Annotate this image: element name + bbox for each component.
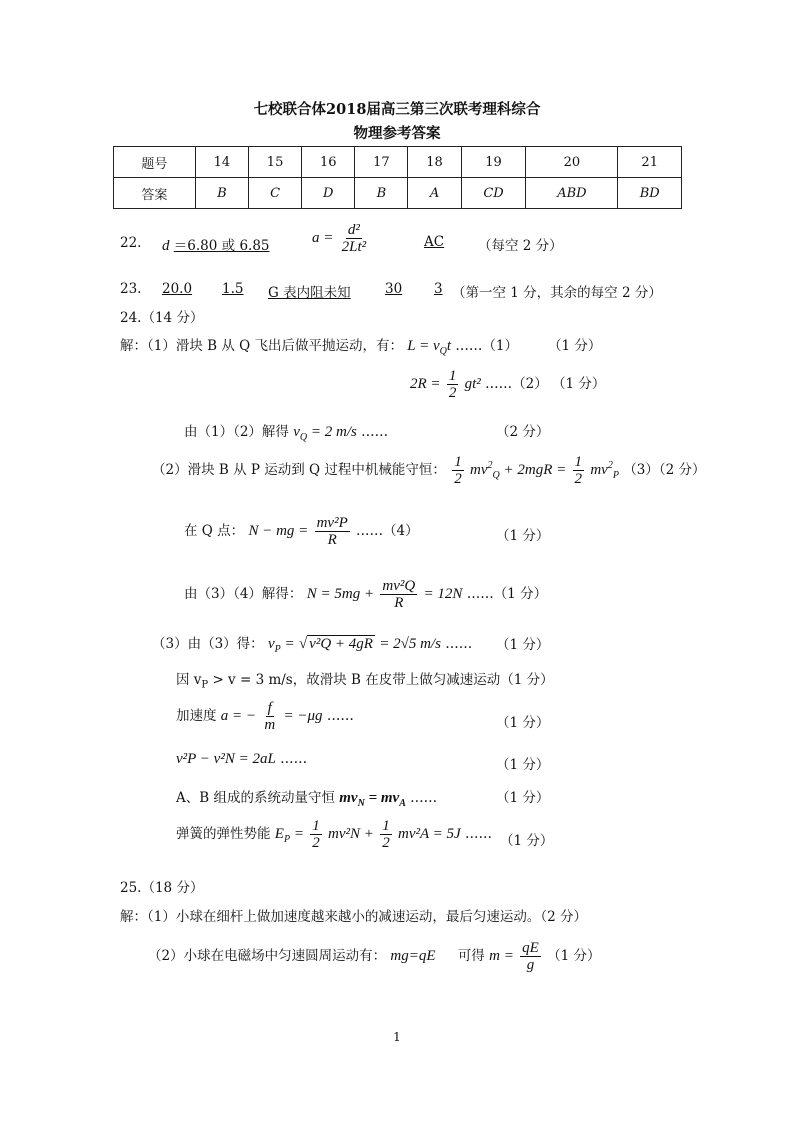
table-cell: 15 [249,147,302,178]
q25-line-2: （2）小球在电磁场中匀速圆周运动有： mg=qE 可得 m = $\frac{qE}{g}$ （1 分） [148,940,601,973]
q24-l9-fraction: $\frac{f}{m}$ [264,700,276,733]
q22-answer-3: AC [424,234,445,250]
q25-l2-fraction: $\frac{qE}{g}$ [522,940,539,973]
table-cell: 18 [408,147,461,178]
q22-a-fraction [340,222,369,255]
table-cell: 14 [195,147,248,178]
q24-l2-score: （1 分） [552,376,606,392]
q25-line-1: 解：（1）小球在细杆上做加速度越来越小的减速运动，最后匀速运动。（2 分） [120,909,587,925]
q23-answer-3: G 表内阻未知 [268,285,351,301]
q24-l4-half-1: $\frac{1}{2}$ [454,454,462,487]
q22-note: （每空 2 分） [478,238,563,254]
q24-line-5: 在 Q 点： N − mg = $\frac{\text{mv²P}}{R}$ ……（4） [184,515,419,548]
table-cell: CD [461,178,526,209]
q24-line-2 [410,368,605,401]
table-cell: C [249,178,302,209]
q24-l1-eq: $L = v_Qt$ [407,338,452,357]
q25-header: 25.（18 分） [120,880,204,896]
table-cell: 17 [355,147,408,178]
q24-line-3: 由（1）（2）解得 $v_Q = 2$ m/s …… [184,424,389,443]
q22-a-label: a = [312,230,334,246]
q24-l10-score: （1 分） [496,757,550,773]
table-cell: BD [618,178,682,209]
q24-l1-tag: ……（1） [455,338,518,354]
answer-table [113,146,682,209]
table-cell: 16 [302,147,355,178]
table-cell: 19 [461,147,526,178]
q24-line-1 [120,334,518,357]
q24-line-11: A、B 组成的系统动量守恒 $mv_N = mv_A$ …… [176,790,438,809]
q24-l3-score: （2 分） [496,424,550,440]
table-cell: 20 [526,147,618,178]
table-cell: 题号 [114,147,196,178]
q24-l7-score: （1 分） [496,637,550,653]
q22-a-formula [312,222,370,255]
q24-l5-fraction: $\frac{\text{mv²P}}{R}$ [316,515,348,548]
q22-a-denominator: 2Lt² [341,239,367,255]
table-cell: ABD [526,178,618,209]
q22-d [162,234,270,255]
q23-answer-2: 1.5 [222,281,244,297]
page-number: 1 [393,1030,401,1044]
table-cell: 答案 [114,178,196,209]
q22-a-numerator: d² [347,222,360,238]
page-title: 七校联合体2018届高三第三次联考理科综合 [253,101,541,118]
table-cell: B [195,178,248,209]
q24-line-12: 弹簧的弹性势能 $E_P$ = $\frac{1}{2}$ mv²N + $\frac{1}{2}$ mv²A = 5J …… [176,818,492,851]
q24-line-7: （3）由（3）得： $v_P$ = √ v²Q + 4gR = 2√5 m/s …… [152,636,473,655]
q24-l5-score: （1 分） [496,528,550,544]
q24-l1-prefix: 解：（1）滑块 B 从 Q 飞出后做平抛运动，有： [120,338,403,354]
q24-l4-half-2: $\frac{1}{2}$ [574,454,583,487]
table-cell: A [408,178,461,209]
q24-line-9: 加速度 a = − $\frac{f}{m}$ = −μg …… [176,700,354,733]
q24-l7-root: v²Q + 4gR [309,636,373,652]
q24-l9-score: （1 分） [496,715,550,731]
q24-l2-fraction: $\frac{1}{2}$ [448,368,457,401]
q24-line-8: 因 $v_P > v = 3$ m/s，故滑块 B 在皮带上做匀减速运动（1 分） [176,672,554,691]
q24-line-10: v²P − v²N = 2aL …… [176,751,308,767]
q23-answer-5: 3 [434,281,443,297]
q24-l6-fraction: $\frac{\text{mv²Q}}{R}$ [382,578,416,611]
q24-l2-tail: gt² [464,376,481,392]
q24-l11-score: （1 分） [496,790,550,806]
q24-l12-score: （1 分） [500,833,554,849]
q24-line-6: 由（3）（4）解得： N = 5mg + $\frac{\text{mv²Q}}{R}$ = 12N ……（1 分） [184,578,548,611]
q23-note: （第一空 1 分，其余的每空 2 分） [452,285,662,301]
q22-d-value: ＝6.80 或 6.85 [173,238,270,254]
q22-d-label: d [162,238,170,254]
table-cell: B [355,178,408,209]
q24-l1-score: （1 分） [548,338,602,354]
page-subtitle: 物理参考答案 [353,125,441,142]
table-cell: 21 [618,147,682,178]
q22-number: 22. [120,235,142,251]
q24-line-4: （2）滑块 B 从 P 运动到 Q 过程中机械能守恒： $\frac{1}{2}$ $mv^2_Q + 2mgR$ = $\frac{1}{2}$ $mv^2_P$ （3）（2 分） [152,454,706,487]
table-row [114,147,682,178]
q24-l3-eq: $v_Q = 2$ m/s [293,424,357,443]
q23-number: 23. [120,281,142,297]
q23-answer-1: 20.0 [162,281,193,297]
q23-answer-4: 30 [385,281,403,297]
table-cell: D [302,178,355,209]
q24-header: 24.（14 分） [120,310,204,326]
q24-l2-eq: 2R = [410,376,441,392]
q24-l2-tag: ……（2） [485,376,548,392]
table-row [114,178,682,209]
